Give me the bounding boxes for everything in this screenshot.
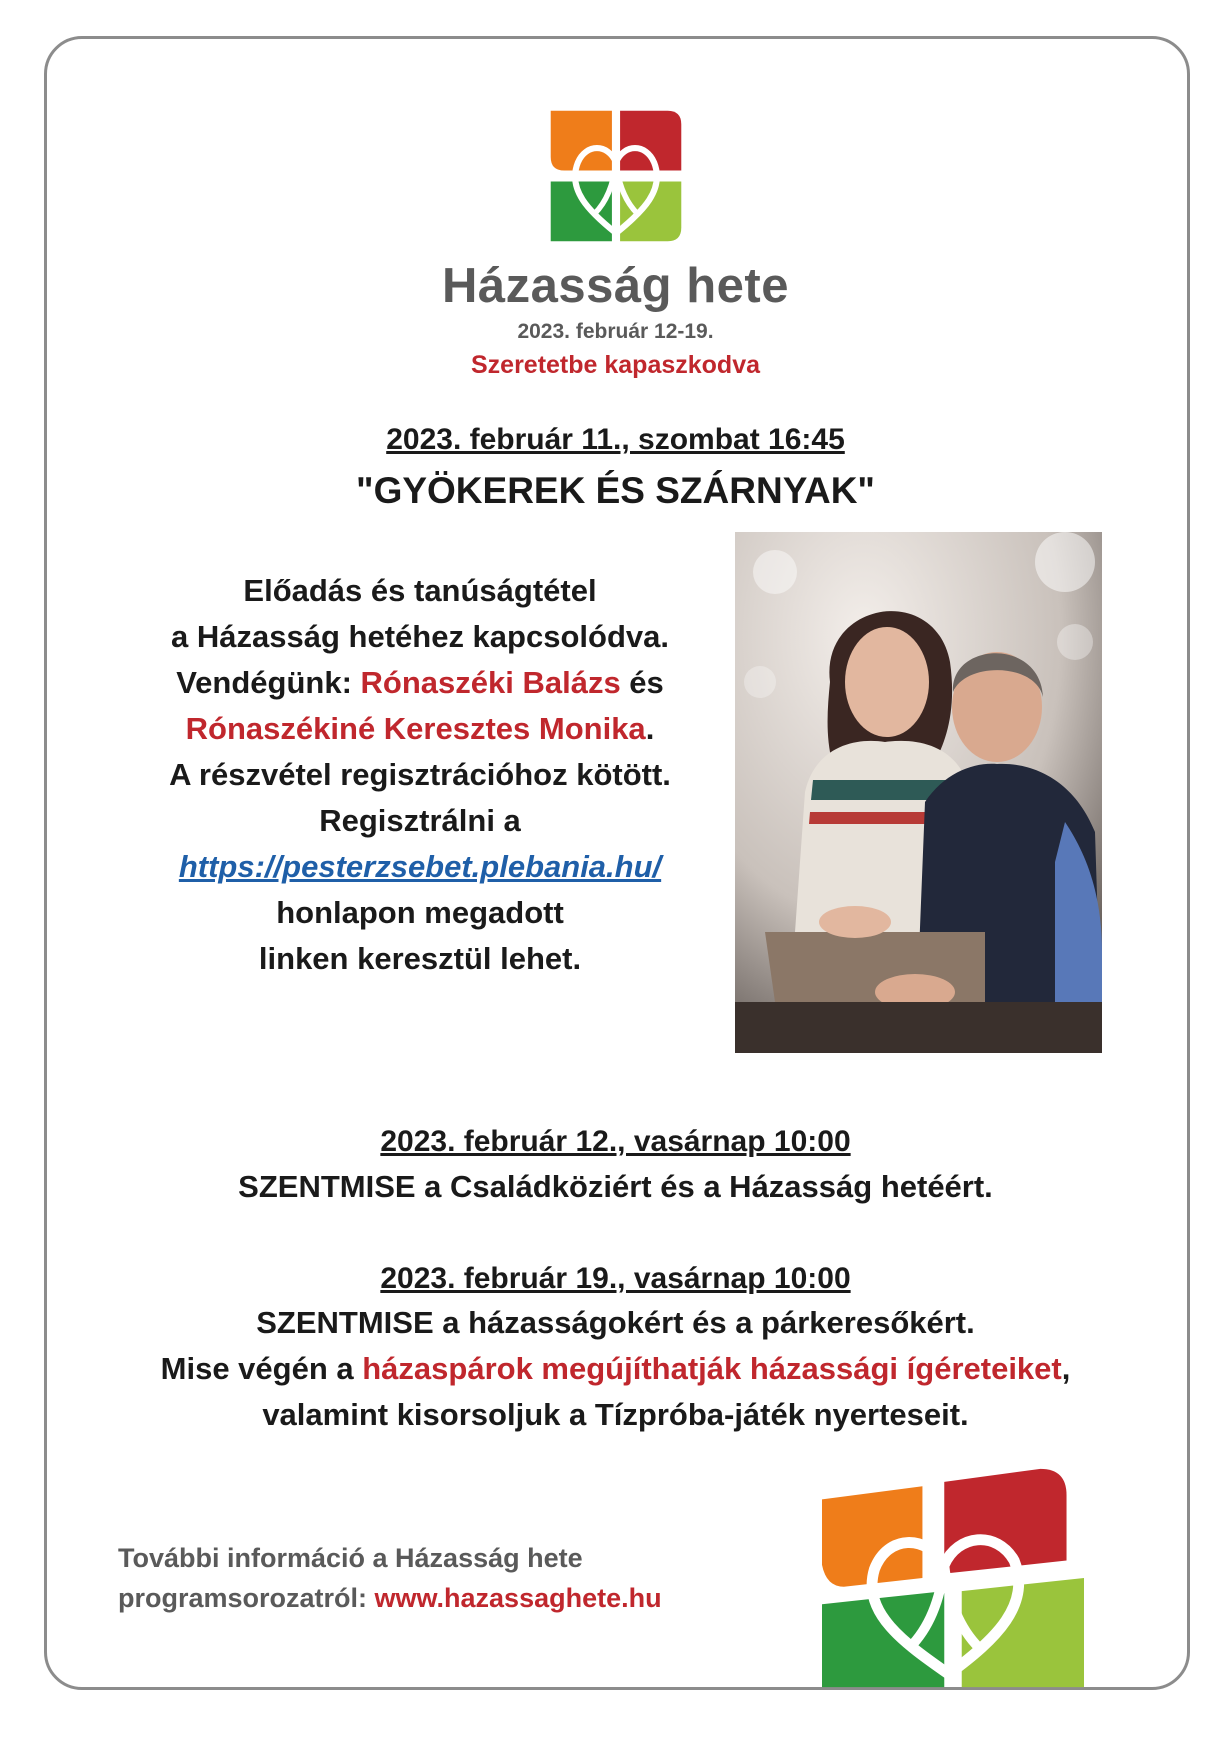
renewal-highlight: házaspárok megújíthatják házassági ígéreteiket [362, 1351, 1062, 1386]
footer-url[interactable]: www.hazassaghete.hu [374, 1583, 662, 1613]
event3-line-1: SZENTMISE a házasságokért és a párkeresőkért. [256, 1305, 975, 1340]
footer-info [118, 1538, 738, 1618]
event3-line-2-prefix: Mise végén a [160, 1351, 363, 1386]
event2-text: SZENTMISE a Családköziért és a Házasság hetéért. [238, 1169, 993, 1204]
brand-dates: 2023. február 12-19. [517, 320, 714, 343]
desc-guests-line [130, 660, 710, 706]
desc-line-2: a Házasság hetéhez kapcsolódva. [171, 619, 669, 654]
footer-line-1: További információ a Házasság hete [118, 1543, 583, 1573]
event3-line-2-suffix: , [1061, 1351, 1071, 1386]
guest-1: Rónaszéki Balázs [360, 665, 621, 700]
hazassag-hete-logo [548, 108, 684, 244]
guest-prefix: Vendégünk: [176, 665, 361, 700]
event1-date: 2023. február 11., szombat 16:45 [386, 423, 845, 456]
event3-line-2 [0, 1346, 1231, 1392]
brand-motto: Szeretetbe kapaszkodva [470, 351, 761, 379]
desc-line-7: linken keresztül lehet. [258, 941, 582, 976]
event3-text [0, 1300, 1231, 1438]
guest-period: . [645, 711, 655, 746]
desc-line-5: Regisztrálni a [319, 803, 521, 838]
footer-prefix: programsorozatról: [118, 1583, 375, 1613]
footer-line-2 [118, 1578, 738, 1618]
event1-description [130, 568, 710, 982]
brand-title: Házasság hete [442, 259, 789, 313]
event1-title: "GYÖKEREK ÉS SZÁRNYAK" [356, 470, 875, 511]
event2-date: 2023. február 12., vasárnap 10:00 [380, 1125, 851, 1158]
desc-guest-2-line [130, 706, 710, 752]
event3-line-3: valamint kisorsoljuk a Tízpróba-játék nyerteseit. [262, 1397, 969, 1432]
desc-line-6: honlapon megadott [276, 895, 564, 930]
desc-line-1: Előadás és tanúságtétel [243, 573, 597, 608]
hazassag-hete-logo-large [822, 1466, 1084, 1690]
desc-line-4: A részvétel regisztrációhoz kötött. [169, 757, 671, 792]
couple-photo [735, 532, 1102, 1053]
guest-2: Rónaszékiné Keresztes Monika [185, 711, 646, 746]
event3-date: 2023. február 19., vasárnap 10:00 [380, 1262, 851, 1295]
registration-link[interactable]: https://pesterzsebet.plebania.hu/ [178, 849, 662, 884]
guest-and: és [620, 665, 664, 700]
